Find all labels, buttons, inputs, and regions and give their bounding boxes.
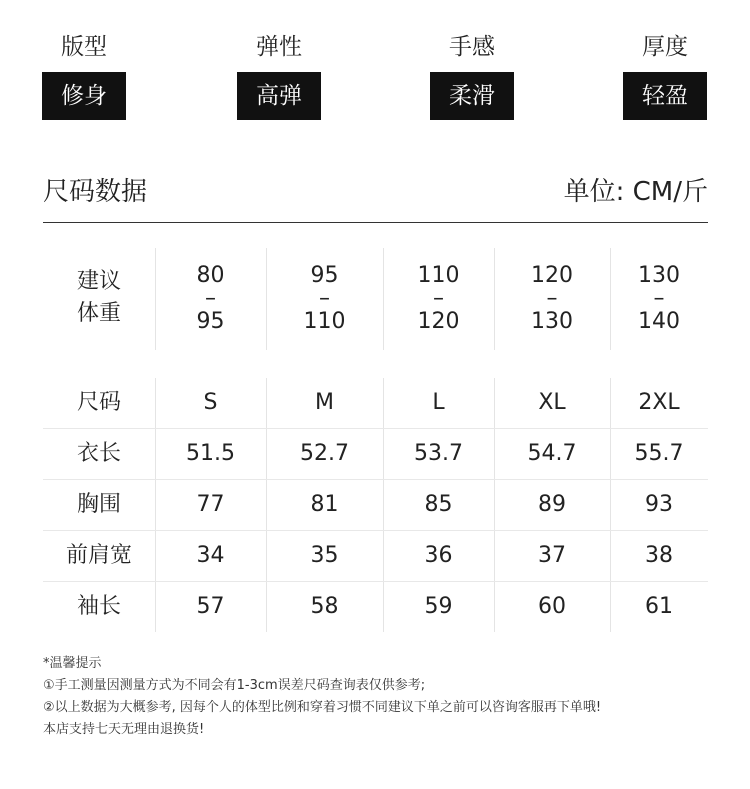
attribute-hand-feel <box>422 30 522 120</box>
unit-label: 单位: CM/斤 <box>563 177 708 207</box>
row-label: 尺码 <box>76 390 121 415</box>
table-cell: 93 <box>645 492 673 517</box>
table-row <box>43 429 708 480</box>
note-line: 本店支持七天无理由退换货! <box>43 722 205 737</box>
weight-separator: – <box>319 286 330 311</box>
size-table <box>43 378 708 632</box>
attribute-value-badge: 轻盈 <box>623 72 707 120</box>
weight-high: 120 <box>417 309 460 334</box>
attribute-value-badge: 高弹 <box>237 72 321 120</box>
weight-low: 95 <box>310 263 339 288</box>
weight-label-cell <box>43 248 155 350</box>
table-row <box>43 480 708 531</box>
attribute-value-badge: 修身 <box>42 72 126 120</box>
table-cell: 36 <box>424 543 453 568</box>
product-attributes <box>0 30 750 130</box>
table-cell: 85 <box>424 492 453 517</box>
row-label: 袖长 <box>76 594 121 619</box>
table-cell: 2XL <box>638 390 680 415</box>
attribute-label: 弹性 <box>256 34 302 60</box>
table-cell: 77 <box>196 492 225 517</box>
row-label: 胸围 <box>76 492 121 517</box>
weight-range-cell <box>383 248 494 350</box>
weight-high: 95 <box>196 309 225 334</box>
note-line: ①手工测量因测量方式为不同会有1-3cm误差尺码查询表仅供参考; <box>43 678 426 693</box>
table-cell: 34 <box>196 543 225 568</box>
table-cell: M <box>315 390 334 415</box>
table-cell: L <box>432 390 445 415</box>
attribute-value-badge: 柔滑 <box>430 72 514 120</box>
weight-separator: – <box>653 286 665 311</box>
tips-notes <box>43 653 723 741</box>
weight-label-line2: 体重 <box>76 301 121 326</box>
table-row <box>43 378 708 429</box>
table-cell: 61 <box>645 594 673 619</box>
size-data-header <box>43 170 708 223</box>
weight-separator: – <box>546 286 558 311</box>
table-cell: 89 <box>538 492 566 517</box>
weight-separator: – <box>433 286 444 311</box>
note-line: ②以上数据为大概参考, 因每个人的体型比例和穿着习惯不同建议下单之前可以咨询客服再下单哦! <box>43 700 602 715</box>
table-cell: 58 <box>310 594 339 619</box>
table-cell: 60 <box>538 594 566 619</box>
attribute-label: 手感 <box>449 34 495 60</box>
table-cell: 59 <box>424 594 453 619</box>
table-row <box>43 531 708 582</box>
weight-label-line1: 建议 <box>76 269 121 294</box>
attribute-elasticity <box>229 30 329 120</box>
weight-low: 80 <box>196 263 225 288</box>
table-cell: 38 <box>645 543 673 568</box>
table-cell: 53.7 <box>414 441 463 466</box>
row-label: 衣长 <box>76 441 121 466</box>
weight-range-cell <box>155 248 266 350</box>
note-line: *温馨提示 <box>43 656 102 671</box>
table-cell: 51.5 <box>186 441 235 466</box>
weight-low: 130 <box>638 263 680 288</box>
weight-separator: – <box>205 286 216 311</box>
weight-low: 120 <box>531 263 573 288</box>
table-cell: 55.7 <box>634 441 684 466</box>
table-row <box>43 582 708 632</box>
table-cell: XL <box>538 390 566 415</box>
row-label: 前肩宽 <box>65 543 132 568</box>
attribute-fit <box>34 30 134 120</box>
table-cell: 81 <box>310 492 339 517</box>
suggested-weight-row <box>43 248 708 350</box>
weight-high: 110 <box>303 309 346 334</box>
weight-range-cell <box>494 248 610 350</box>
weight-range-cell <box>610 248 708 350</box>
weight-low: 110 <box>417 263 460 288</box>
attribute-label: 厚度 <box>642 34 688 60</box>
table-cell: S <box>203 390 218 415</box>
weight-high: 130 <box>531 309 573 334</box>
table-cell: 52.7 <box>300 441 349 466</box>
weight-range-cell <box>266 248 383 350</box>
section-title: 尺码数据 <box>43 177 148 207</box>
table-cell: 35 <box>310 543 339 568</box>
attribute-thickness <box>615 30 715 120</box>
table-cell: 37 <box>538 543 566 568</box>
weight-high: 140 <box>638 309 680 334</box>
table-cell: 54.7 <box>527 441 577 466</box>
table-cell: 57 <box>196 594 225 619</box>
attribute-label: 版型 <box>61 34 107 60</box>
